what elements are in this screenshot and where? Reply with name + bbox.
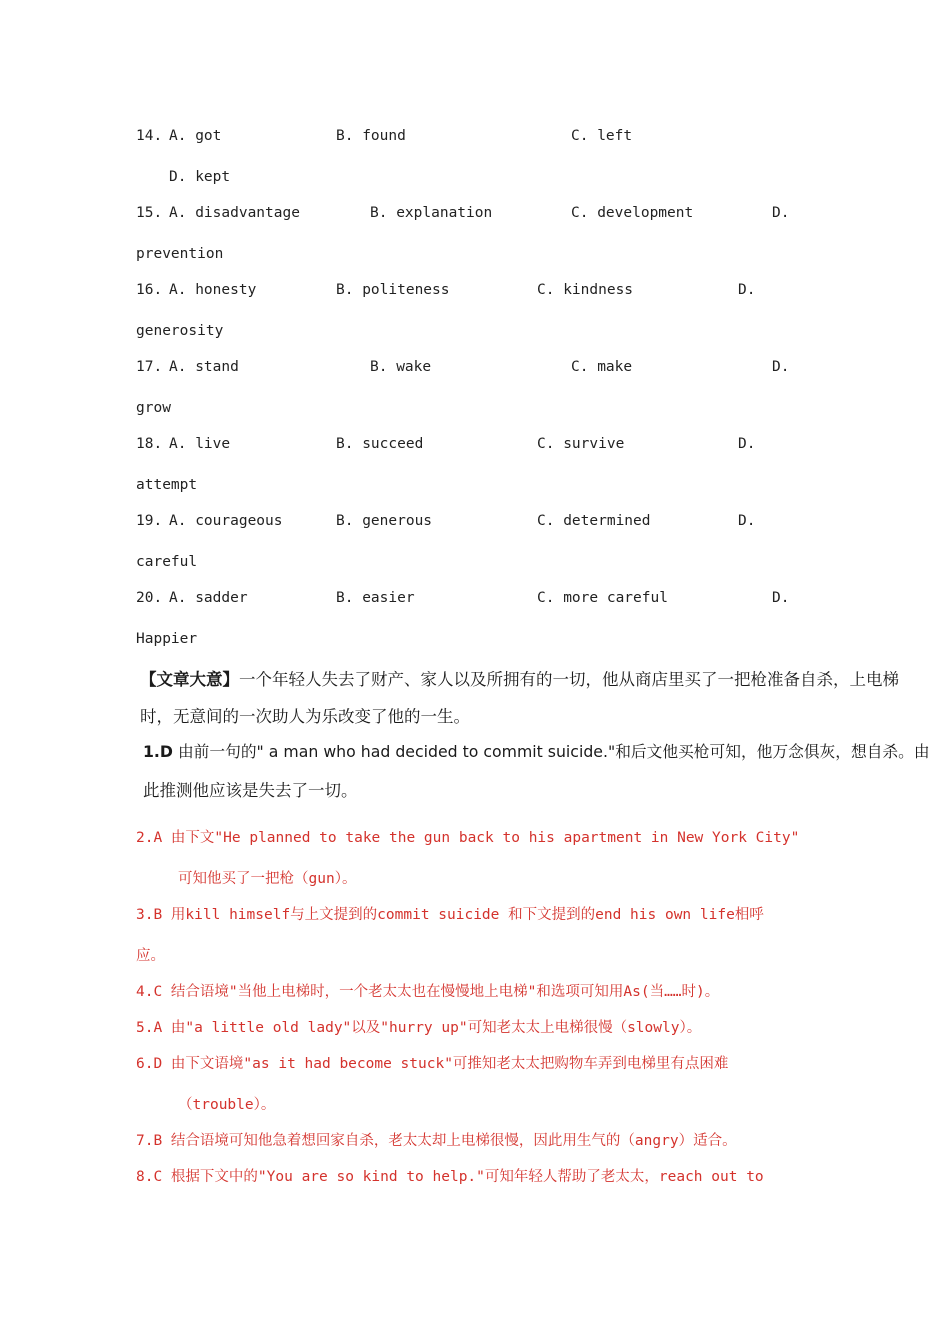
- summary-label: 【文章大意】: [140, 670, 239, 689]
- q18-option-b: B. succeed: [336, 436, 424, 452]
- q17-number: 17.: [136, 359, 163, 375]
- q19-option-b: B. generous: [336, 513, 433, 529]
- q17-option-d-text: grow: [136, 400, 171, 416]
- q20-option-a: A. sadder: [169, 590, 248, 606]
- q15-option-c: C. development: [571, 205, 694, 221]
- q16-number: 16.: [136, 282, 163, 298]
- q15-option-d-text: prevention: [136, 246, 224, 262]
- q19-option-d-text: careful: [136, 554, 198, 570]
- q19-option-a: A. courageous: [169, 513, 283, 529]
- q14-option-c: C. left: [571, 128, 633, 144]
- q19-option-d: D.: [738, 513, 756, 529]
- answer-7: 7.B 结合语境可知他急着想回家自杀，老太太却上电梯很慢，因此用生气的（angry）适合。: [136, 1133, 737, 1149]
- q15-option-a: A. disadvantage: [169, 205, 300, 221]
- q16-option-d-text: generosity: [136, 323, 224, 339]
- q19-option-c: C. determined: [537, 513, 651, 529]
- q14-option-a: A. got: [169, 128, 222, 144]
- q17-option-b: B. wake: [370, 359, 432, 375]
- summary-line-2: 时，无意间的一次助人为乐改变了他的一生。: [140, 707, 470, 726]
- q20-number: 20.: [136, 590, 163, 606]
- q20-option-d-text: Happier: [136, 631, 198, 647]
- q16-option-c: C. kindness: [537, 282, 634, 298]
- q18-option-c: C. survive: [537, 436, 625, 452]
- answer-8: 8.C 根据下文中的"You are so kind to help."可知年轻人帮助了老太太，reach out to: [136, 1169, 764, 1185]
- q17-option-a: A. stand: [169, 359, 239, 375]
- answer-3-line-2: 应。: [136, 948, 165, 964]
- q16-option-b: B. politeness: [336, 282, 450, 298]
- answer-3-line-1: 3.B 用kill himself与上文提到的commit suicide 和下文提到的end his own life相呼: [136, 907, 764, 923]
- q14-option-d: D. kept: [169, 169, 231, 185]
- q15-number: 15.: [136, 205, 163, 221]
- q14-option-b: B. found: [336, 128, 406, 144]
- q17-option-c: C. make: [571, 359, 633, 375]
- q20-option-b: B. easier: [336, 590, 415, 606]
- q17-option-d: D.: [772, 359, 790, 375]
- answer-1-line-1: [143, 740, 930, 762]
- answer-4: 4.C 结合语境"当他上电梯时，一个老太太也在慢慢地上电梯"和选项可知用As(当……时)。: [136, 984, 720, 1000]
- q18-option-a: A. live: [169, 436, 231, 452]
- q20-option-d: D.: [772, 590, 790, 606]
- answer-1-text-1: 由前一句的" a man who had decided to commit suicide."和后文他买枪可知，他万念俱灰，想自杀。由: [172, 742, 930, 761]
- summary-text-1: 一个年轻人失去了财产、家人以及所拥有的一切，他从商店里买了一把枪准备自杀，上电梯: [239, 670, 899, 689]
- q18-number: 18.: [136, 436, 163, 452]
- q20-option-c: C. more careful: [537, 590, 668, 606]
- q18-option-d-text: attempt: [136, 477, 198, 493]
- q15-option-b: B. explanation: [370, 205, 493, 221]
- q18-option-d: D.: [738, 436, 756, 452]
- answer-1-line-2: 此推测他应该是失去了一切。: [143, 781, 358, 800]
- answer-2-line-1: 2.A 由下文"He planned to take the gun back to his apartment in New York City": [136, 830, 800, 846]
- summary-line-1: [140, 666, 899, 690]
- answer-1-label: 1.D: [143, 742, 173, 761]
- q16-option-a: A. honesty: [169, 282, 257, 298]
- q19-number: 19.: [136, 513, 163, 529]
- q14-number: 14.: [136, 128, 163, 144]
- q15-option-d: D.: [772, 205, 790, 221]
- answer-6-line-2: （trouble）。: [178, 1097, 276, 1113]
- answer-5: 5.A 由"a little old lady"以及"hurry up"可知老太太上电梯很慢（slowly）。: [136, 1020, 702, 1036]
- q16-option-d: D.: [738, 282, 756, 298]
- answer-6-line-1: 6.D 由下文语境"as it had become stuck"可推知老太太把购物车弄到电梯里有点困难: [136, 1056, 729, 1072]
- answer-2-line-2: 可知他买了一把枪（gun）。: [178, 871, 357, 887]
